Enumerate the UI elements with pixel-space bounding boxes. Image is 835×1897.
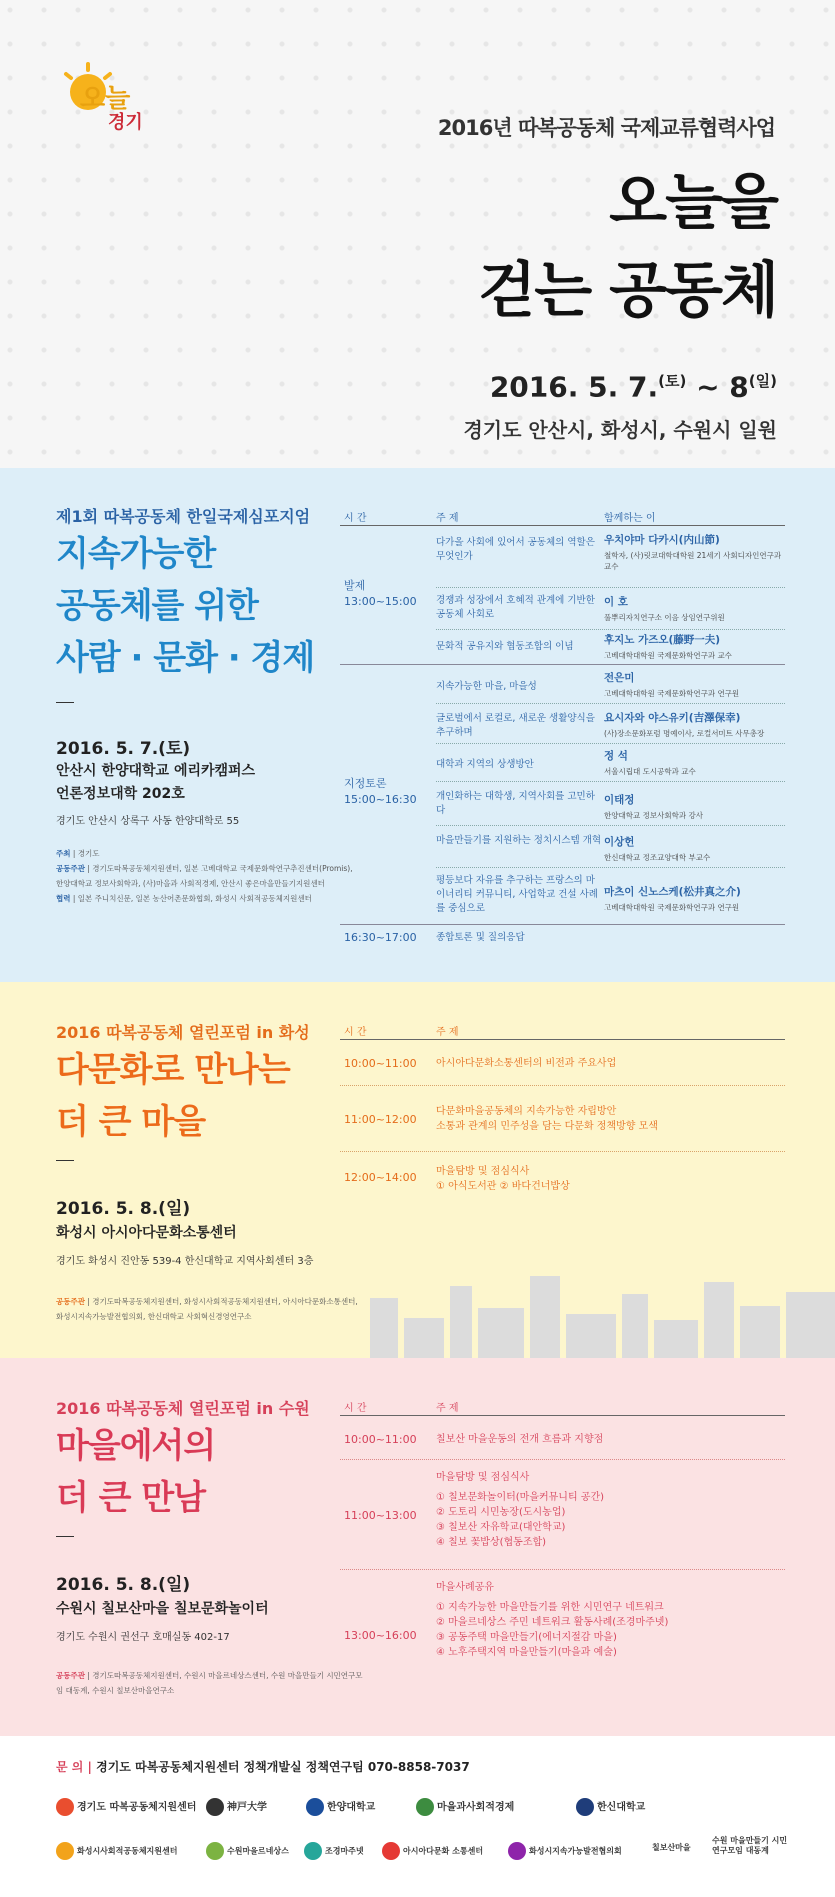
logo-kobe: 神戸大学 bbox=[206, 1798, 267, 1816]
divider bbox=[56, 702, 74, 703]
section-organizers: 주최 | 경기도 공동주관 | 경기도따복공동체지원센터, 일본 고베대학교 국제문화학연구추진센터(Promis), 한양대학교 정보사회학과, (사)마을과 사회적경제, 안산시 좋은마을만들기지원센터 협력 | 일본 주니치신문, 일본 농산어촌문화협회, 화성시 사회적공동체지원센터 bbox=[56, 849, 353, 903]
logo-text-1: 오늘 bbox=[80, 84, 131, 114]
poster-header bbox=[0, 0, 835, 468]
table-header: 시 간 주 제 함께하는 이 bbox=[340, 504, 785, 526]
section-address: 경기도 안산시 상록구 사동 한양대학로 55 bbox=[56, 816, 240, 827]
logo-text-2: 경기 bbox=[108, 112, 143, 133]
logo-suwon-renaissance: 수원마을르네상스 bbox=[206, 1842, 289, 1860]
section-venue: 수원시 칠보산마을 칠보문화놀이터 bbox=[56, 1601, 269, 1617]
session-time-1: 발제 13:00~15:00 bbox=[344, 579, 417, 608]
city-skyline-illustration bbox=[370, 1268, 835, 1358]
table-header: 시 간 주 제 bbox=[340, 1394, 785, 1416]
section-organizers: 공동주관 | 경기도따복공동체지원센터, 화성시사회적공동체지원센터, 아시아다문화소통센터, 화성시지속가능발전협의회, 한신대학교 사회혁신경영연구소 bbox=[56, 1297, 358, 1321]
logo-daedonggye: 수원 마을만들기 시민연구모임 대동계 bbox=[712, 1836, 788, 1855]
partner-logos-row2 bbox=[56, 1836, 788, 1866]
program-table: 시 간 주 제 10:00~11:00 아시아다문화소통센터의 비전과 주요사업 11:00~12:00 다문화마을공동체의 지속가능한 자립방안 소통과 관계의 민주성을 담는 다문화 정책방향 모색 12:00~14:00 마을탐방 및 점심식사 ① 아식도서관 ② 바다건너밥상 bbox=[340, 1018, 785, 1198]
suwon-forum-section bbox=[0, 1358, 835, 1736]
section-address: 경기도 수원시 권선구 호매실동 402-17 bbox=[56, 1632, 230, 1643]
event-title-line1: 오늘을 bbox=[609, 168, 777, 238]
session-time-2: 지정토론 15:00~16:30 bbox=[344, 777, 417, 806]
program-table: 시 간 주 제 10:00~11:00 칠보산 마을운동의 전개 흐름과 지향점 11:00~13:00 마을탐방 및 점심식사 ① 칠보문화놀이터(마을커뮤니티 공간) ② 도토리 시민농장(도시농업) ③ 칠보산 자유학교(대안학교) ④ 칠보 꽃밥상(협동조합) 13:00~16:00 마을사례공유 ① 지속가능한 마을만들기를 위한 시민연구 네트워크 ② 마을르네상스 주민 네트워크 활동사례(조경마주넷) ③ 공동주택 마을만들기(에너지절감 마을) ④ 노후주택지역 마을만들기(마을과 예술) bbox=[340, 1394, 785, 1724]
section-title: 마을에서의 더 큰 만남 bbox=[56, 1426, 216, 1518]
session-time-3: 16:30~17:00 bbox=[344, 931, 417, 944]
logo-chilbo: 칠보산마을 bbox=[652, 1843, 691, 1852]
table-header: 시 간 주 제 bbox=[340, 1018, 785, 1040]
event-title-line2: 걷는 공동체 bbox=[478, 256, 777, 326]
event-place: 경기도 안산시, 화성시, 수원시 일원 bbox=[463, 418, 777, 442]
section-title: 지속가능한 공동체를 위한 사람 · 문화 · 경제 bbox=[56, 534, 315, 678]
logo-sustainable: 화성시지속가능발전협의회 bbox=[508, 1842, 622, 1860]
logo-hanyang: 한양대학교 bbox=[306, 1798, 375, 1816]
section-date: 2016. 5. 7.(토) bbox=[56, 739, 191, 759]
divider bbox=[56, 1160, 74, 1161]
section-title: 다문화로 만나는 더 큰 마을 bbox=[56, 1050, 290, 1142]
footer bbox=[0, 1736, 835, 1897]
contact-info: 문 의 | 경기도 따복공동체지원센터 정책개발실 정책연구팀 070-8858-7037 bbox=[56, 1760, 470, 1774]
divider bbox=[56, 1536, 74, 1537]
partner-logos-row1 bbox=[56, 1796, 786, 1822]
event-date: 2016. 5. 7.$^{(토)}$ ~ $8^{(일)}$ bbox=[489, 370, 777, 404]
section-kicker: 2016 따복공동체 열린포럼 in 화성 bbox=[56, 1023, 310, 1042]
logo-asia: 아시아다문화 소통센터 bbox=[382, 1842, 483, 1860]
logo-maeul: 마을과사회적경제 bbox=[416, 1798, 514, 1816]
gyeonggi-logo bbox=[58, 62, 178, 146]
section-kicker: 2016 따복공동체 열린포럼 in 수원 bbox=[56, 1399, 310, 1418]
logo-hanshin: 한신대학교 bbox=[576, 1798, 645, 1816]
logo-ddabok: 경기도 따복공동체지원센터 bbox=[56, 1798, 196, 1816]
program-table: 시 간 주 제 함께하는 이 발제 13:00~15:00 지정토론 15:00~16:30 다가올 사회에 있어서 공동체의 역할은 무엇인가 우치야마 다카시(内山節) 철학자, (사)릿쿄대학대학원 21세기 사회디자인연구과 교수 경쟁과 성장에서 호혜적 관계에 기반한 공동체 사회로 이 호 풀뿌리자치연구소 이음 상임연구위원 문화적 공유지와 협동조합의 이념 후지노 가즈오(藤野一夫) 고베대학대학원 국제문화학연구과 교수 지속가능한 마을, 마을성 전은미 고베대학대학원 국제문화학연구과 연구원 글로벌에서 로컬로, 새로운 생활양식을 추구하며 요시자와 야스유키(吉澤保幸) (사)장소문화포럼 명예이사, 로컬서미트 사무총장 대학과 지역의 상생방안 정 석 서울시립대 도시공학과 교수 개인화하는 대학생, 지역사회를 고민하다 이태정 한양대학교 정보사회학과 강사 마을만들기를 지원하는 정치시스템 개혁 이상헌 한신대학교 정조교양대학 부교수 평등보다 자유를 추구하는 프랑스의 마이너리티 커뮤니티, 사업학교 건설 사례를 중심으로 마츠이 신노스케(松井真之介) 고베대학대학원 국제문화학연구과 연구원 16:30~17:00 종합토론 및 질의응답 bbox=[340, 504, 785, 974]
section-date: 2016. 5. 8.(일) bbox=[56, 1575, 191, 1595]
final-topic: 종합토론 및 질의응답 bbox=[436, 932, 525, 943]
divider bbox=[340, 924, 785, 925]
section-venue: 화성시 아시아다문화소통센터 bbox=[56, 1225, 237, 1241]
section-organizers: 공동주관 | 경기도따복공동체지원센터, 수원시 마을르네상스센터, 수원 마을만들기 시민연구모임 대동계, 수원시 칠보산마을연구소 bbox=[56, 1671, 363, 1695]
logo-jogyeong: 조경마주넷 bbox=[304, 1842, 364, 1860]
section-venue: 안산시 한양대학교 에리카캠퍼스 언론정보대학 202호 bbox=[56, 763, 256, 802]
section-address: 경기도 화성시 진안동 539-4 한신대학교 지역사회센터 3층 bbox=[56, 1256, 314, 1267]
hwaseong-forum-section bbox=[0, 982, 835, 1358]
event-subtitle: 2016년 따복공동체 국제교류협력사업 bbox=[437, 116, 775, 140]
logo-hwaseong: 화성시사회적공동체지원센터 bbox=[56, 1842, 177, 1860]
section-date: 2016. 5. 8.(일) bbox=[56, 1199, 191, 1219]
symposium-section bbox=[0, 468, 835, 982]
section-kicker: 제1회 따복공동체 한일국제심포지엄 bbox=[56, 507, 311, 526]
